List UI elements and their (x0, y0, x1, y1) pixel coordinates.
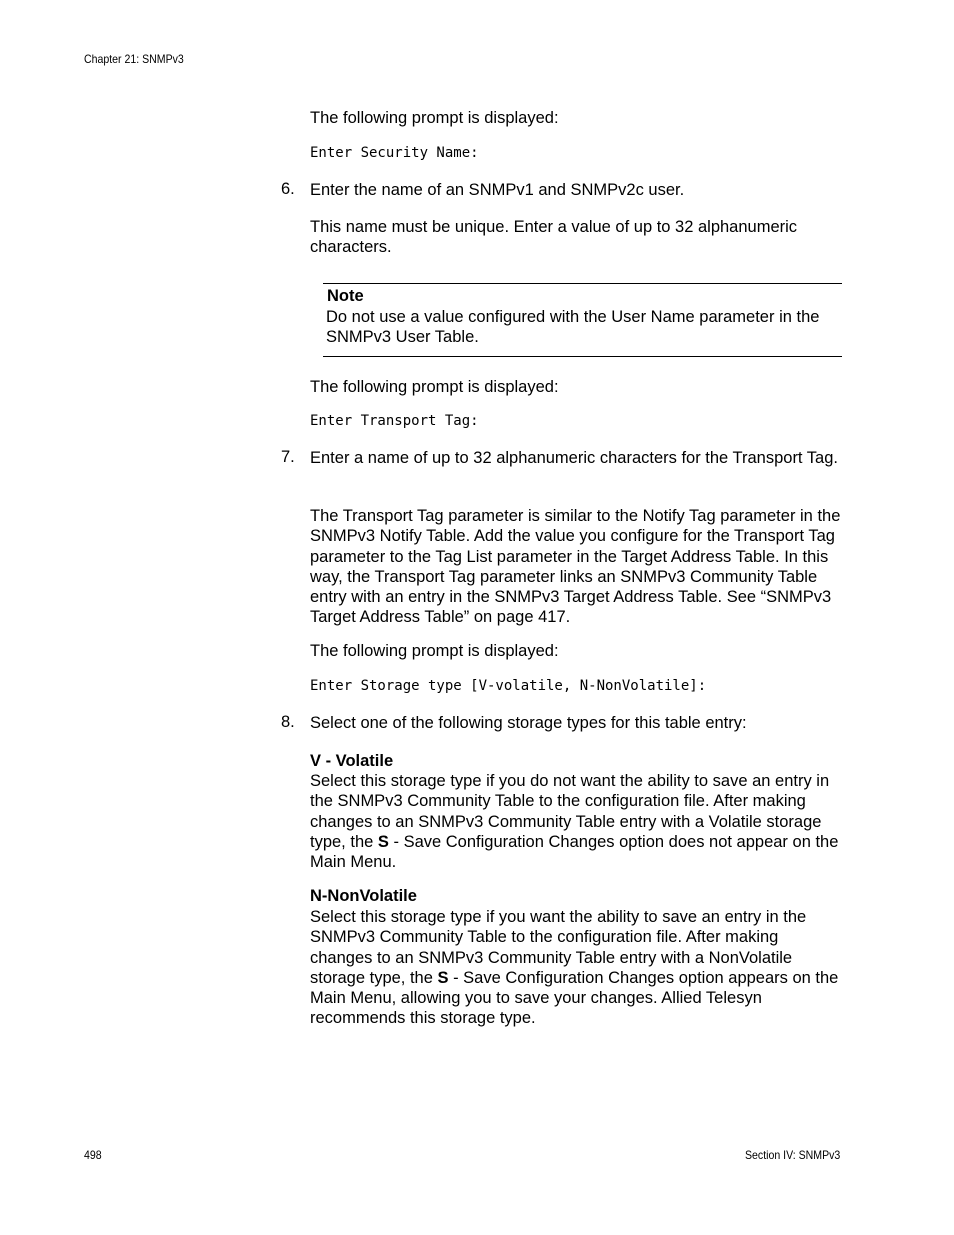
code-prompt: Enter Security Name: (310, 145, 479, 161)
paragraph: This name must be unique. Enter a value of up to 32 alphanumeric characters. (310, 218, 798, 257)
page-number: 498 (84, 1148, 102, 1162)
option-text-part: Select this storage type if you want the ability to save an entry in the SNMPv3 Community Table to the configuration file. After making changes to an SNMPv3 Community Table entry with a NonVolatile storage type, the (310, 908, 807, 987)
prompt-intro: The following prompt is displayed: (310, 378, 559, 396)
option-text (310, 907, 844, 1029)
step-number: 8. (281, 713, 295, 731)
chapter-title: Chapter 21: SNMPv3 (84, 52, 184, 66)
option-text-part: - Save Configuration Changes option does not appear on the Main Menu. (310, 832, 839, 872)
option-title: N-NonVolatile (310, 887, 417, 905)
code-prompt: Enter Storage type [V-volatile, N-NonVolatile]: (310, 678, 707, 694)
prompt-intro: The following prompt is displayed: (310, 109, 559, 127)
note-title: Note (327, 287, 364, 305)
step-text: Select one of the following storage types for this table entry: (310, 714, 747, 732)
option-text-part: - Save Configuration Changes option appears on the Main Menu, allowing you to save your changes. Allied Telesyn recommends this storage type. (310, 968, 839, 1028)
note-top-rule (323, 283, 842, 284)
option-title: V - Volatile (310, 752, 394, 770)
option-text (310, 771, 844, 872)
prompt-intro: The following prompt is displayed: (310, 642, 559, 660)
step-number: 7. (281, 448, 295, 466)
note-bottom-rule (323, 356, 842, 357)
option-key: S (377, 832, 389, 851)
section-title: Section IV: SNMPv3 (744, 1148, 840, 1162)
step-number: 6. (281, 180, 295, 198)
code-prompt: Enter Transport Tag: (310, 413, 479, 429)
note-text: Do not use a value configured with the User Name parameter in the SNMPv3 User Table. (326, 308, 820, 347)
paragraph: The Transport Tag parameter is similar to the Notify Tag parameter in the SNMPv3 Notify Table. Add the value you configure for the Transport Tag parameter to the Tag List parameter in the Target Address Table. In this way, the Transport Tag parameter links an SNMPv3 Community Table entry with an entry in the SNMPv3 Target Address Table. See “SNMPv3 Target Address Table” on page 417. (310, 507, 841, 627)
option-key: S (437, 968, 449, 987)
option-text-part: Select this storage type if you do not want the ability to save an entry in the SNMPv3 Community Table to the configuration file. After making changes to an SNMPv3 Community Table entry with a Volatile storage type, the (310, 772, 830, 851)
step-text: Enter the name of an SNMPv1 and SNMPv2c user. (310, 181, 685, 199)
step-text: Enter a name of up to 32 alphanumeric characters for the Transport Tag. (310, 449, 838, 467)
